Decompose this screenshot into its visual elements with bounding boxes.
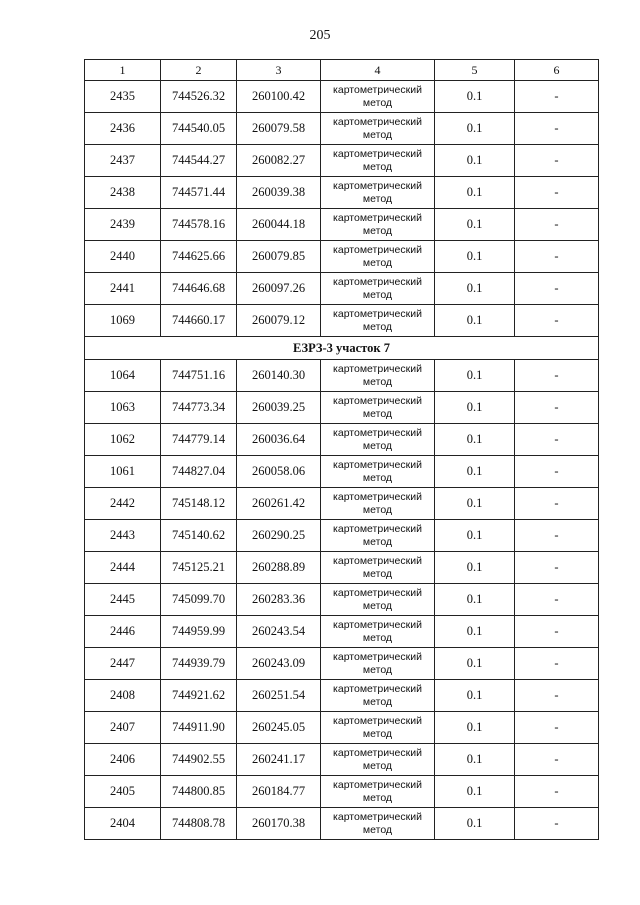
accuracy-cell: 0.1 xyxy=(435,680,515,712)
table-row xyxy=(85,145,599,177)
table-row xyxy=(85,81,599,113)
accuracy-cell: 0.1 xyxy=(435,488,515,520)
x-coordinate-cell: 744902.55 xyxy=(161,744,237,776)
notes-cell: - xyxy=(515,209,599,241)
section-label: ЕЗРЗ-3 участок 7 xyxy=(85,337,599,360)
y-coordinate-cell: 260079.12 xyxy=(237,305,321,337)
method-cell: картометрический метод xyxy=(321,392,435,424)
notes-cell: - xyxy=(515,808,599,840)
header-col-2: 2 xyxy=(161,60,237,81)
table-row xyxy=(85,648,599,680)
accuracy-cell: 0.1 xyxy=(435,616,515,648)
y-coordinate-cell: 260082.27 xyxy=(237,145,321,177)
table-row xyxy=(85,584,599,616)
method-cell: картометрический метод xyxy=(321,552,435,584)
x-coordinate-cell: 745140.62 xyxy=(161,520,237,552)
x-coordinate-cell: 744921.62 xyxy=(161,680,237,712)
accuracy-cell: 0.1 xyxy=(435,424,515,456)
notes-cell: - xyxy=(515,241,599,273)
point-number-cell: 2443 xyxy=(85,520,161,552)
point-number-cell: 1064 xyxy=(85,360,161,392)
x-coordinate-cell: 744800.85 xyxy=(161,776,237,808)
notes-cell: - xyxy=(515,552,599,584)
header-col-6: 6 xyxy=(515,60,599,81)
point-number-cell: 1063 xyxy=(85,392,161,424)
y-coordinate-cell: 260261.42 xyxy=(237,488,321,520)
point-number-cell: 1069 xyxy=(85,305,161,337)
point-number-cell: 2404 xyxy=(85,808,161,840)
accuracy-cell: 0.1 xyxy=(435,552,515,584)
point-number-cell: 2444 xyxy=(85,552,161,584)
header-col-1: 1 xyxy=(85,60,161,81)
x-coordinate-cell: 744773.34 xyxy=(161,392,237,424)
point-number-cell: 2441 xyxy=(85,273,161,305)
point-number-cell: 1061 xyxy=(85,456,161,488)
x-coordinate-cell: 744571.44 xyxy=(161,177,237,209)
coordinates-table xyxy=(84,59,599,840)
y-coordinate-cell: 260243.54 xyxy=(237,616,321,648)
method-cell: картометрический метод xyxy=(321,305,435,337)
notes-cell: - xyxy=(515,392,599,424)
x-coordinate-cell: 744959.99 xyxy=(161,616,237,648)
x-coordinate-cell: 744578.16 xyxy=(161,209,237,241)
table-row xyxy=(85,241,599,273)
notes-cell: - xyxy=(515,273,599,305)
header-row xyxy=(85,60,599,81)
x-coordinate-cell: 745099.70 xyxy=(161,584,237,616)
table-row xyxy=(85,616,599,648)
method-cell: картометрический метод xyxy=(321,776,435,808)
y-coordinate-cell: 260097.26 xyxy=(237,273,321,305)
notes-cell: - xyxy=(515,360,599,392)
notes-cell: - xyxy=(515,648,599,680)
point-number-cell: 2436 xyxy=(85,113,161,145)
y-coordinate-cell: 260283.36 xyxy=(237,584,321,616)
point-number-cell: 2438 xyxy=(85,177,161,209)
accuracy-cell: 0.1 xyxy=(435,209,515,241)
accuracy-cell: 0.1 xyxy=(435,744,515,776)
point-number-cell: 2446 xyxy=(85,616,161,648)
notes-cell: - xyxy=(515,776,599,808)
accuracy-cell: 0.1 xyxy=(435,584,515,616)
accuracy-cell: 0.1 xyxy=(435,273,515,305)
method-cell: картометрический метод xyxy=(321,241,435,273)
header-col-3: 3 xyxy=(237,60,321,81)
accuracy-cell: 0.1 xyxy=(435,305,515,337)
y-coordinate-cell: 260100.42 xyxy=(237,81,321,113)
x-coordinate-cell: 744911.90 xyxy=(161,712,237,744)
point-number-cell: 2445 xyxy=(85,584,161,616)
x-coordinate-cell: 744544.27 xyxy=(161,145,237,177)
point-number-cell: 2408 xyxy=(85,680,161,712)
table-row xyxy=(85,273,599,305)
accuracy-cell: 0.1 xyxy=(435,808,515,840)
y-coordinate-cell: 260058.06 xyxy=(237,456,321,488)
notes-cell: - xyxy=(515,680,599,712)
y-coordinate-cell: 260140.30 xyxy=(237,360,321,392)
point-number-cell: 2407 xyxy=(85,712,161,744)
notes-cell: - xyxy=(515,145,599,177)
point-number-cell: 2439 xyxy=(85,209,161,241)
point-number-cell: 1062 xyxy=(85,424,161,456)
notes-cell: - xyxy=(515,113,599,145)
y-coordinate-cell: 260245.05 xyxy=(237,712,321,744)
notes-cell: - xyxy=(515,520,599,552)
y-coordinate-cell: 260241.17 xyxy=(237,744,321,776)
point-number-cell: 2440 xyxy=(85,241,161,273)
table-row xyxy=(85,424,599,456)
accuracy-cell: 0.1 xyxy=(435,360,515,392)
method-cell: картометрический метод xyxy=(321,488,435,520)
method-cell: картометрический метод xyxy=(321,584,435,616)
method-cell: картометрический метод xyxy=(321,273,435,305)
notes-cell: - xyxy=(515,488,599,520)
y-coordinate-cell: 260036.64 xyxy=(237,424,321,456)
method-cell: картометрический метод xyxy=(321,177,435,209)
y-coordinate-cell: 260290.25 xyxy=(237,520,321,552)
x-coordinate-cell: 744660.17 xyxy=(161,305,237,337)
accuracy-cell: 0.1 xyxy=(435,241,515,273)
x-coordinate-cell: 744625.66 xyxy=(161,241,237,273)
table-row xyxy=(85,113,599,145)
accuracy-cell: 0.1 xyxy=(435,177,515,209)
x-coordinate-cell: 745148.12 xyxy=(161,488,237,520)
method-cell: картометрический метод xyxy=(321,360,435,392)
method-cell: картометрический метод xyxy=(321,680,435,712)
x-coordinate-cell: 744646.68 xyxy=(161,273,237,305)
method-cell: картометрический метод xyxy=(321,209,435,241)
y-coordinate-cell: 260039.25 xyxy=(237,392,321,424)
y-coordinate-cell: 260039.38 xyxy=(237,177,321,209)
section-row xyxy=(85,337,599,360)
method-cell: картометрический метод xyxy=(321,616,435,648)
table-row xyxy=(85,680,599,712)
notes-cell: - xyxy=(515,305,599,337)
accuracy-cell: 0.1 xyxy=(435,648,515,680)
x-coordinate-cell: 744526.32 xyxy=(161,81,237,113)
accuracy-cell: 0.1 xyxy=(435,456,515,488)
table-row xyxy=(85,520,599,552)
x-coordinate-cell: 744779.14 xyxy=(161,424,237,456)
notes-cell: - xyxy=(515,81,599,113)
accuracy-cell: 0.1 xyxy=(435,776,515,808)
method-cell: картометрический метод xyxy=(321,424,435,456)
notes-cell: - xyxy=(515,177,599,209)
y-coordinate-cell: 260251.54 xyxy=(237,680,321,712)
notes-cell: - xyxy=(515,616,599,648)
point-number-cell: 2405 xyxy=(85,776,161,808)
method-cell: картометрический метод xyxy=(321,145,435,177)
table-row xyxy=(85,744,599,776)
table-row xyxy=(85,552,599,584)
table-row xyxy=(85,305,599,337)
x-coordinate-cell: 744540.05 xyxy=(161,113,237,145)
method-cell: картометрический метод xyxy=(321,712,435,744)
table-row xyxy=(85,177,599,209)
header-col-5: 5 xyxy=(435,60,515,81)
x-coordinate-cell: 744751.16 xyxy=(161,360,237,392)
y-coordinate-cell: 260170.38 xyxy=(237,808,321,840)
method-cell: картометрический метод xyxy=(321,648,435,680)
table-row xyxy=(85,360,599,392)
method-cell: картометрический метод xyxy=(321,808,435,840)
table-row xyxy=(85,808,599,840)
notes-cell: - xyxy=(515,712,599,744)
method-cell: картометрический метод xyxy=(321,520,435,552)
notes-cell: - xyxy=(515,744,599,776)
notes-cell: - xyxy=(515,584,599,616)
y-coordinate-cell: 260044.18 xyxy=(237,209,321,241)
accuracy-cell: 0.1 xyxy=(435,392,515,424)
point-number-cell: 2406 xyxy=(85,744,161,776)
method-cell: картометрический метод xyxy=(321,81,435,113)
x-coordinate-cell: 744808.78 xyxy=(161,808,237,840)
table-row xyxy=(85,392,599,424)
accuracy-cell: 0.1 xyxy=(435,113,515,145)
accuracy-cell: 0.1 xyxy=(435,712,515,744)
y-coordinate-cell: 260184.77 xyxy=(237,776,321,808)
accuracy-cell: 0.1 xyxy=(435,520,515,552)
table-row xyxy=(85,209,599,241)
y-coordinate-cell: 260079.85 xyxy=(237,241,321,273)
table-row xyxy=(85,456,599,488)
x-coordinate-cell: 745125.21 xyxy=(161,552,237,584)
x-coordinate-cell: 744939.79 xyxy=(161,648,237,680)
page-number: 205 xyxy=(309,28,331,43)
method-cell: картометрический метод xyxy=(321,744,435,776)
table-row xyxy=(85,712,599,744)
y-coordinate-cell: 260079.58 xyxy=(237,113,321,145)
x-coordinate-cell: 744827.04 xyxy=(161,456,237,488)
table-row xyxy=(85,488,599,520)
y-coordinate-cell: 260243.09 xyxy=(237,648,321,680)
table-body xyxy=(85,81,599,840)
method-cell: картометрический метод xyxy=(321,113,435,145)
header-col-4: 4 xyxy=(321,60,435,81)
point-number-cell: 2442 xyxy=(85,488,161,520)
table-row xyxy=(85,776,599,808)
point-number-cell: 2447 xyxy=(85,648,161,680)
point-number-cell: 2437 xyxy=(85,145,161,177)
notes-cell: - xyxy=(515,456,599,488)
notes-cell: - xyxy=(515,424,599,456)
point-number-cell: 2435 xyxy=(85,81,161,113)
y-coordinate-cell: 260288.89 xyxy=(237,552,321,584)
accuracy-cell: 0.1 xyxy=(435,145,515,177)
method-cell: картометрический метод xyxy=(321,456,435,488)
accuracy-cell: 0.1 xyxy=(435,81,515,113)
